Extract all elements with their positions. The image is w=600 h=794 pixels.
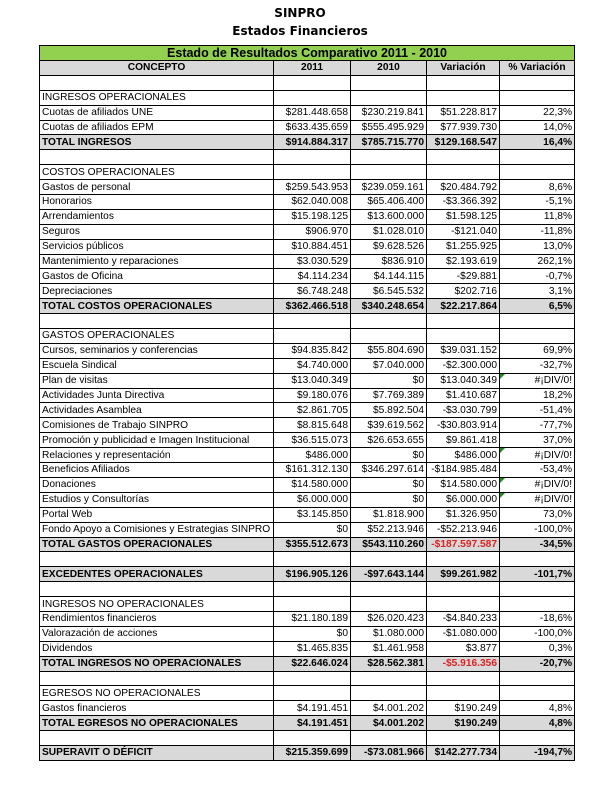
- value-2011-cell: $215.359.699: [274, 745, 351, 760]
- variation-cell: [427, 552, 500, 567]
- value-2011-cell: $914.884.317: [274, 135, 351, 150]
- value-2010-cell: $65.406.400: [351, 195, 427, 210]
- variation-cell: -$29.881: [427, 269, 500, 284]
- table-row: [40, 239, 575, 254]
- concept-cell: Actividades Asamblea: [40, 403, 274, 418]
- value-2011-cell: $4.191.451: [274, 701, 351, 716]
- concept-cell: [40, 671, 274, 686]
- pct-variation-cell: [500, 329, 575, 344]
- concept-cell: Arrendamientos: [40, 209, 274, 224]
- concept-cell: Plan de visitas: [40, 373, 274, 388]
- variation-cell: $9.861.418: [427, 433, 500, 448]
- concept-cell: Estudios y Consultorías: [40, 492, 274, 507]
- table-row: [40, 433, 575, 448]
- concept-cell: COSTOS OPERACIONALES: [40, 165, 274, 180]
- value-2010-cell: [351, 597, 427, 612]
- variation-cell: $77.939.730: [427, 120, 500, 135]
- value-2011-cell: $0: [274, 626, 351, 641]
- value-2011-cell: $4.740.000: [274, 358, 351, 373]
- variation-cell: -$3.366.392: [427, 195, 500, 210]
- value-2010-cell: $52.213.946: [351, 522, 427, 537]
- pct-variation-cell: [500, 90, 575, 105]
- table-title: Estado de Resultados Comparativo 2011 - 2010: [40, 46, 575, 61]
- value-2010-cell: $0: [351, 477, 427, 492]
- concept-cell: [40, 314, 274, 329]
- value-2010-cell: $836.910: [351, 254, 427, 269]
- variation-cell: -$187.597.587: [427, 537, 500, 552]
- value-2010-cell: $55.804.690: [351, 343, 427, 358]
- pct-variation-cell: -77,7%: [500, 418, 575, 433]
- pct-variation-cell: -100,0%: [500, 522, 575, 537]
- concept-cell: Donaciones: [40, 477, 274, 492]
- pct-variation-cell: -5,1%: [500, 195, 575, 210]
- report-header: [0, 4, 600, 40]
- concept-cell: [40, 552, 274, 567]
- variation-cell: $20.484.792: [427, 180, 500, 195]
- table-row: [40, 448, 575, 463]
- total-row: [40, 745, 575, 760]
- table-row: [40, 611, 575, 626]
- value-2011-cell: $4.114.234: [274, 269, 351, 284]
- value-2010-cell: $5.892.504: [351, 403, 427, 418]
- variation-cell: [427, 671, 500, 686]
- variation-cell: $22.217.864: [427, 299, 500, 314]
- concept-cell: Gastos de personal: [40, 180, 274, 195]
- pct-variation-cell: [500, 686, 575, 701]
- variation-cell: $486.000: [427, 448, 500, 463]
- value-2010-cell: $346.297.614: [351, 463, 427, 478]
- pct-variation-cell: 4,8%: [500, 701, 575, 716]
- concept-cell: Mantenimiento y reparaciones: [40, 254, 274, 269]
- concept-cell: Seguros: [40, 224, 274, 239]
- concept-cell: TOTAL EGRESOS NO OPERACIONALES: [40, 716, 274, 731]
- value-2011-cell: $21.180.189: [274, 611, 351, 626]
- pct-variation-cell: #¡DIV/0!: [500, 448, 575, 463]
- value-2011-cell: $10.884.451: [274, 239, 351, 254]
- blank-row: [40, 671, 575, 686]
- blank-row: [40, 150, 575, 165]
- variation-cell: $202.716: [427, 284, 500, 299]
- pct-variation-cell: -20,7%: [500, 656, 575, 671]
- column-header-2011: 2011: [274, 61, 351, 76]
- value-2011-cell: $15.198.125: [274, 209, 351, 224]
- concept-cell: Cuotas de afiliados EPM: [40, 120, 274, 135]
- concept-cell: TOTAL INGRESOS NO OPERACIONALES: [40, 656, 274, 671]
- section-header-row: [40, 686, 575, 701]
- value-2011-cell: [274, 731, 351, 746]
- section-header-row: [40, 597, 575, 612]
- pct-variation-cell: -11,8%: [500, 224, 575, 239]
- pct-variation-cell: [500, 671, 575, 686]
- value-2011-cell: $2.861.705: [274, 403, 351, 418]
- variation-cell: [427, 686, 500, 701]
- value-2010-cell: [351, 150, 427, 165]
- concept-cell: INGRESOS OPERACIONALES: [40, 90, 274, 105]
- value-2011-cell: [274, 165, 351, 180]
- pct-variation-cell: [500, 150, 575, 165]
- concept-cell: TOTAL COSTOS OPERACIONALES: [40, 299, 274, 314]
- value-2011-cell: $633.435.659: [274, 120, 351, 135]
- column-header-concepto: CONCEPTO: [40, 61, 274, 76]
- table-row: [40, 641, 575, 656]
- concept-cell: Gastos financieros: [40, 701, 274, 716]
- blank-row: [40, 552, 575, 567]
- total-row: [40, 567, 575, 582]
- concept-cell: Comisiones de Trabajo SINPRO: [40, 418, 274, 433]
- value-2010-cell: [351, 314, 427, 329]
- variation-cell: $51.228.817: [427, 105, 500, 120]
- value-2010-cell: $6.545.532: [351, 284, 427, 299]
- pct-variation-cell: [500, 552, 575, 567]
- pct-variation-cell: 37,0%: [500, 433, 575, 448]
- pct-variation-cell: -194,7%: [500, 745, 575, 760]
- concept-cell: TOTAL GASTOS OPERACIONALES: [40, 537, 274, 552]
- concept-cell: [40, 75, 274, 90]
- total-row: [40, 299, 575, 314]
- variation-cell: -$52.213.946: [427, 522, 500, 537]
- value-2011-cell: [274, 686, 351, 701]
- table-row: [40, 403, 575, 418]
- value-2011-cell: $3.030.529: [274, 254, 351, 269]
- value-2010-cell: $340.248.654: [351, 299, 427, 314]
- table-row: [40, 507, 575, 522]
- value-2011-cell: $62.040.008: [274, 195, 351, 210]
- section-header-row: [40, 90, 575, 105]
- variation-cell: $39.031.152: [427, 343, 500, 358]
- concept-cell: Cursos, seminarios y conferencias: [40, 343, 274, 358]
- table-row: [40, 209, 575, 224]
- pct-variation-cell: -51,4%: [500, 403, 575, 418]
- column-header-variacion: Variación: [427, 61, 500, 76]
- value-2011-cell: [274, 671, 351, 686]
- table-row: [40, 463, 575, 478]
- variation-cell: [427, 314, 500, 329]
- value-2010-cell: $13.600.000: [351, 209, 427, 224]
- concept-cell: Beneficios Afiliados: [40, 463, 274, 478]
- value-2010-cell: $239.059.161: [351, 180, 427, 195]
- pct-variation-cell: 13,0%: [500, 239, 575, 254]
- value-2010-cell: $785.715.770: [351, 135, 427, 150]
- value-2010-cell: -$73.081.966: [351, 745, 427, 760]
- variation-cell: -$121.040: [427, 224, 500, 239]
- pct-variation-cell: -34,5%: [500, 537, 575, 552]
- total-row: [40, 656, 575, 671]
- pct-variation-cell: [500, 582, 575, 597]
- value-2011-cell: [274, 314, 351, 329]
- table-row: [40, 418, 575, 433]
- value-2011-cell: $906.970: [274, 224, 351, 239]
- pct-variation-cell: -100,0%: [500, 626, 575, 641]
- variation-cell: [427, 597, 500, 612]
- total-row: [40, 716, 575, 731]
- value-2010-cell: [351, 731, 427, 746]
- table-row: [40, 701, 575, 716]
- pct-variation-cell: 262,1%: [500, 254, 575, 269]
- value-2011-cell: $259.543.953: [274, 180, 351, 195]
- value-2011-cell: $22.646.024: [274, 656, 351, 671]
- value-2010-cell: $7.040.000: [351, 358, 427, 373]
- pct-variation-cell: 3,1%: [500, 284, 575, 299]
- value-2011-cell: $14.580.000: [274, 477, 351, 492]
- concept-cell: Actividades Junta Directiva: [40, 388, 274, 403]
- pct-variation-cell: 22,3%: [500, 105, 575, 120]
- value-2011-cell: $8.815.648: [274, 418, 351, 433]
- concept-cell: INGRESOS NO OPERACIONALES: [40, 597, 274, 612]
- value-2010-cell: $9.628.526: [351, 239, 427, 254]
- concept-cell: [40, 582, 274, 597]
- concept-cell: Escuela Sindical: [40, 358, 274, 373]
- variation-cell: -$3.030.799: [427, 403, 500, 418]
- pct-variation-cell: #¡DIV/0!: [500, 477, 575, 492]
- concept-cell: Promoción y publicidad e Imagen Institucional: [40, 433, 274, 448]
- total-row: [40, 537, 575, 552]
- concept-cell: [40, 150, 274, 165]
- value-2010-cell: $26.653.655: [351, 433, 427, 448]
- value-2011-cell: $161.312.130: [274, 463, 351, 478]
- variation-cell: $99.261.982: [427, 567, 500, 582]
- value-2011-cell: $94.835.842: [274, 343, 351, 358]
- variation-cell: [427, 165, 500, 180]
- pct-variation-cell: -18,6%: [500, 611, 575, 626]
- value-2011-cell: $355.512.673: [274, 537, 351, 552]
- variation-cell: $2.193.619: [427, 254, 500, 269]
- value-2011-cell: $0: [274, 522, 351, 537]
- concept-cell: Portal Web: [40, 507, 274, 522]
- organization-name: SINPRO: [274, 6, 326, 20]
- section-header-row: [40, 329, 575, 344]
- table-row: [40, 522, 575, 537]
- variation-cell: -$2.300.000: [427, 358, 500, 373]
- variation-cell: $14.580.000: [427, 477, 500, 492]
- value-2011-cell: $36.515.073: [274, 433, 351, 448]
- value-2010-cell: $1.818.900: [351, 507, 427, 522]
- value-2010-cell: $1.461.958: [351, 641, 427, 656]
- table-row: [40, 477, 575, 492]
- value-2010-cell: $230.219.841: [351, 105, 427, 120]
- concept-cell: Depreciaciones: [40, 284, 274, 299]
- concept-cell: GASTOS OPERACIONALES: [40, 329, 274, 344]
- value-2011-cell: [274, 75, 351, 90]
- table-row: [40, 492, 575, 507]
- value-2010-cell: [351, 552, 427, 567]
- table-row: [40, 358, 575, 373]
- value-2011-cell: $4.191.451: [274, 716, 351, 731]
- variation-cell: $129.168.547: [427, 135, 500, 150]
- variation-cell: $190.249: [427, 701, 500, 716]
- pct-variation-cell: [500, 731, 575, 746]
- table-row: [40, 269, 575, 284]
- value-2010-cell: [351, 671, 427, 686]
- value-2010-cell: $543.110.260: [351, 537, 427, 552]
- blank-row: [40, 75, 575, 90]
- value-2010-cell: $1.080.000: [351, 626, 427, 641]
- pct-variation-cell: -101,7%: [500, 567, 575, 582]
- variation-cell: [427, 90, 500, 105]
- table-row: [40, 224, 575, 239]
- variation-cell: $1.255.925: [427, 239, 500, 254]
- variation-cell: $3.877: [427, 641, 500, 656]
- concept-cell: Relaciones y representación: [40, 448, 274, 463]
- value-2011-cell: [274, 597, 351, 612]
- variation-cell: -$30.803.914: [427, 418, 500, 433]
- concept-cell: Valorazación de acciones: [40, 626, 274, 641]
- value-2010-cell: $26.020.423: [351, 611, 427, 626]
- variation-cell: [427, 731, 500, 746]
- pct-variation-cell: 73,0%: [500, 507, 575, 522]
- value-2010-cell: [351, 686, 427, 701]
- section-header-row: [40, 165, 575, 180]
- value-2010-cell: $4.001.202: [351, 701, 427, 716]
- pct-variation-cell: [500, 314, 575, 329]
- variation-cell: $13.040.349: [427, 373, 500, 388]
- value-2010-cell: $0: [351, 492, 427, 507]
- pct-variation-cell: 0,3%: [500, 641, 575, 656]
- value-2011-cell: $281.448.658: [274, 105, 351, 120]
- value-2010-cell: $555.495.929: [351, 120, 427, 135]
- pct-variation-cell: 6,5%: [500, 299, 575, 314]
- value-2011-cell: $6.000.000: [274, 492, 351, 507]
- pct-variation-cell: 11,8%: [500, 209, 575, 224]
- concept-cell: EGRESOS NO OPERACIONALES: [40, 686, 274, 701]
- concept-cell: SUPERAVIT O DÉFICIT: [40, 745, 274, 760]
- value-2010-cell: [351, 75, 427, 90]
- concept-cell: [40, 731, 274, 746]
- value-2011-cell: $6.748.248: [274, 284, 351, 299]
- pct-variation-cell: 16,4%: [500, 135, 575, 150]
- value-2010-cell: $1.028.010: [351, 224, 427, 239]
- variation-cell: -$5.916.356: [427, 656, 500, 671]
- column-header-2010: 2010: [351, 61, 427, 76]
- table-row: [40, 284, 575, 299]
- income-statement-table: [39, 45, 575, 761]
- value-2011-cell: [274, 150, 351, 165]
- table-row: [40, 120, 575, 135]
- concept-cell: Dividendos: [40, 641, 274, 656]
- value-2010-cell: [351, 165, 427, 180]
- pct-variation-cell: 18,2%: [500, 388, 575, 403]
- total-row: [40, 135, 575, 150]
- value-2011-cell: $486.000: [274, 448, 351, 463]
- column-header-pct-variacion: % Variación: [500, 61, 575, 76]
- concept-cell: Rendimientos financieros: [40, 611, 274, 626]
- value-2011-cell: [274, 90, 351, 105]
- value-2010-cell: -$97.643.144: [351, 567, 427, 582]
- column-header-row: [40, 61, 575, 76]
- variation-cell: $6.000.000: [427, 492, 500, 507]
- value-2010-cell: [351, 329, 427, 344]
- table-row: [40, 180, 575, 195]
- value-2011-cell: [274, 582, 351, 597]
- pct-variation-cell: #¡DIV/0!: [500, 373, 575, 388]
- table-row: [40, 254, 575, 269]
- variation-cell: [427, 75, 500, 90]
- variation-cell: $1.410.687: [427, 388, 500, 403]
- pct-variation-cell: [500, 597, 575, 612]
- report-subtitle: Estados Financieros: [232, 24, 368, 38]
- variation-cell: [427, 150, 500, 165]
- concept-cell: Cuotas de afiliados UNE: [40, 105, 274, 120]
- value-2011-cell: $9.180.076: [274, 388, 351, 403]
- table-row: [40, 373, 575, 388]
- value-2010-cell: $28.562.381: [351, 656, 427, 671]
- concept-cell: Gastos de Oficina: [40, 269, 274, 284]
- table-row: [40, 626, 575, 641]
- concept-cell: EXCEDENTES OPERACIONALES: [40, 567, 274, 582]
- table-row: [40, 105, 575, 120]
- value-2010-cell: $4.144.115: [351, 269, 427, 284]
- table-row: [40, 195, 575, 210]
- value-2010-cell: $4.001.202: [351, 716, 427, 731]
- pct-variation-cell: -53,4%: [500, 463, 575, 478]
- blank-row: [40, 731, 575, 746]
- concept-cell: Servicios públicos: [40, 239, 274, 254]
- pct-variation-cell: 14,0%: [500, 120, 575, 135]
- blank-row: [40, 314, 575, 329]
- variation-cell: -$1.080.000: [427, 626, 500, 641]
- variation-cell: [427, 329, 500, 344]
- variation-cell: $1.326.950: [427, 507, 500, 522]
- pct-variation-cell: 69,9%: [500, 343, 575, 358]
- variation-cell: $1.598.125: [427, 209, 500, 224]
- value-2010-cell: [351, 582, 427, 597]
- concept-cell: Honorarios: [40, 195, 274, 210]
- value-2010-cell: $0: [351, 373, 427, 388]
- pct-variation-cell: [500, 75, 575, 90]
- value-2010-cell: [351, 90, 427, 105]
- pct-variation-cell: [500, 165, 575, 180]
- pct-variation-cell: -32,7%: [500, 358, 575, 373]
- blank-row: [40, 582, 575, 597]
- value-2011-cell: $3.145.850: [274, 507, 351, 522]
- table-row: [40, 343, 575, 358]
- variation-cell: [427, 582, 500, 597]
- value-2011-cell: $196.905.126: [274, 567, 351, 582]
- variation-cell: $190.249: [427, 716, 500, 731]
- variation-cell: -$184.985.484: [427, 463, 500, 478]
- table-row: [40, 388, 575, 403]
- concept-cell: Fondo Apoyo a Comisiones y Estrategias SINPRO: [40, 522, 274, 537]
- pct-variation-cell: #¡DIV/0!: [500, 492, 575, 507]
- variation-cell: -$4.840.233: [427, 611, 500, 626]
- value-2010-cell: $39.619.562: [351, 418, 427, 433]
- value-2011-cell: [274, 329, 351, 344]
- value-2011-cell: $13.040.349: [274, 373, 351, 388]
- table-title-row: [40, 46, 575, 61]
- value-2011-cell: $1.465.835: [274, 641, 351, 656]
- value-2011-cell: $362.466.518: [274, 299, 351, 314]
- value-2010-cell: $0: [351, 448, 427, 463]
- concept-cell: TOTAL INGRESOS: [40, 135, 274, 150]
- value-2011-cell: [274, 552, 351, 567]
- pct-variation-cell: 4,8%: [500, 716, 575, 731]
- value-2010-cell: $7.769.389: [351, 388, 427, 403]
- variation-cell: $142.277.734: [427, 745, 500, 760]
- pct-variation-cell: -0,7%: [500, 269, 575, 284]
- pct-variation-cell: 8,6%: [500, 180, 575, 195]
